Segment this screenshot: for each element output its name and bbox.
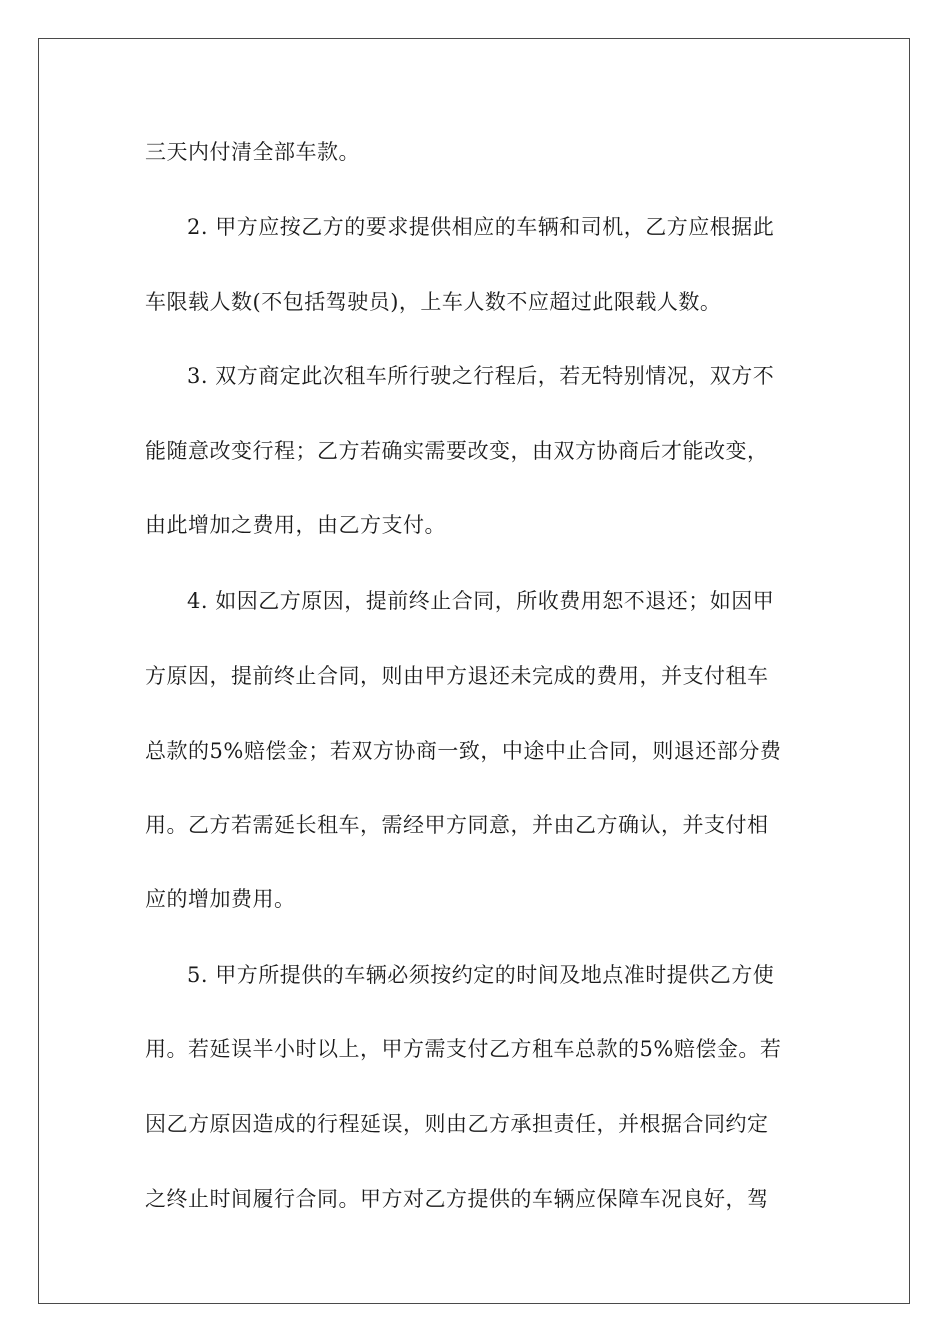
text-line: 能随意改变行程；乙方若确实需要改变，由双方协商后才能改变， bbox=[145, 439, 769, 463]
text-line: 方原因，提前终止合同，则由甲方退还未完成的费用，并支付租车 bbox=[145, 664, 769, 688]
text-line: 应的增加费用。 bbox=[145, 887, 296, 911]
text-line: 由此增加之费用，由乙方支付。 bbox=[145, 513, 446, 537]
clause-4-line: 4. 如因乙方原因，提前终止合同，所收费用恕不退还；如因甲 bbox=[187, 589, 775, 613]
text-line: 总款的5%赔偿金；若双方协商一致，中途中止合同，则退还部分费 bbox=[145, 739, 782, 763]
text-line: 因乙方原因造成的行程延误，则由乙方承担责任，并根据合同约定 bbox=[145, 1112, 769, 1136]
text-line: 用。乙方若需延长租车，需经甲方同意，并由乙方确认，并支付相 bbox=[145, 813, 769, 837]
text-line: 之终止时间履行合同。甲方对乙方提供的车辆应保障车况良好，驾 bbox=[145, 1187, 769, 1211]
text-line: 车限载人数(不包括驾驶员)，上车人数不应超过此限载人数。 bbox=[145, 290, 722, 314]
text-line: 用。若延误半小时以上，甲方需支付乙方租车总款的5%赔偿金。若 bbox=[145, 1037, 782, 1061]
clause-3-line: 3. 双方商定此次租车所行驶之行程后，若无特别情况，双方不 bbox=[187, 364, 775, 388]
clause-5-line: 5. 甲方所提供的车辆必须按约定的时间及地点准时提供乙方使 bbox=[187, 963, 775, 987]
text-line: 三天内付清全部车款。 bbox=[145, 140, 360, 164]
clause-2-line: 2. 甲方应按乙方的要求提供相应的车辆和司机，乙方应根据此 bbox=[187, 215, 775, 239]
